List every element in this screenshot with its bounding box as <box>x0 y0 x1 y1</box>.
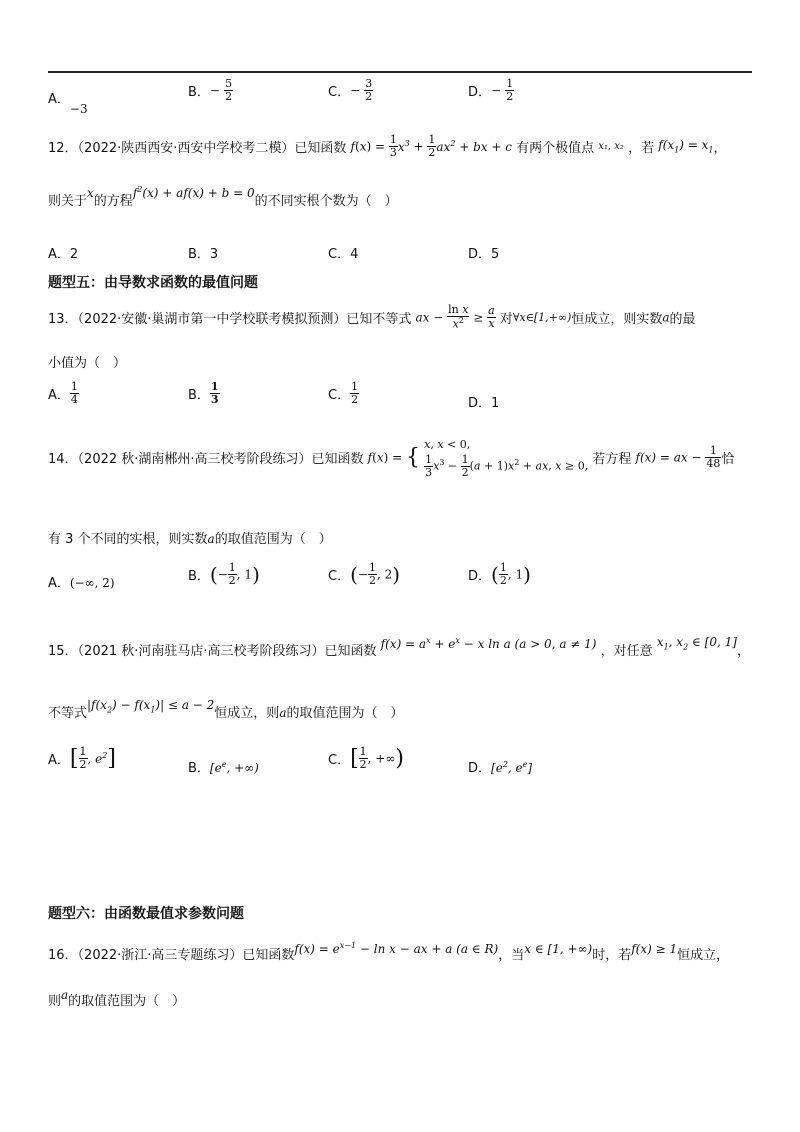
q13-stem-line2: 小值为（ ） <box>48 356 127 371</box>
header-rule <box>48 71 752 73</box>
q13-option-c: C． $\frac{1}{2}$ <box>328 380 359 407</box>
q14-option-b: B．(− $\frac{1}{2}$ , 1) <box>188 561 260 588</box>
q16-stem-line2: 则a的取值范围为（ ） <box>48 988 186 1009</box>
q13-option-b: B． $\frac{1}{3}$ <box>188 380 219 407</box>
q11-option-c: C．− $\frac{3}{2}$ <box>328 77 373 104</box>
q12-option-b: B．3 <box>188 247 219 262</box>
q14-option-d: D．( $\frac{1}{2}$ , 1) <box>468 561 531 588</box>
q14-option-c: C．(− $\frac{1}{2}$ , 2) <box>328 561 401 588</box>
q15-stem-line2: 不等式$|f(x_2) - f(x_1)| \le a - 2$恒成立，则a的取值范围为（ ） <box>48 698 404 721</box>
q15-stem: 15．（2021 秋·河南驻马店·高三校考阶段练习）已知函数 $f(x) = a^x + e^x - x$ ln a (a > 0, a ≠ 1) ，对任意 $x_1$, $x_2$ ∈ [0, 1]， <box>48 635 750 659</box>
q12-option-c: C．4 <box>328 247 359 262</box>
q15-option-b: B．[$e^e$, +∞) <box>188 760 259 776</box>
q14-stem-line2: 有 3 个不同的实根，则实数a的取值范围为（ ） <box>48 532 332 547</box>
q13-option-d: D．1 <box>468 396 500 411</box>
q13-stem: 13．（2022·安徽·巢湖市第一中学校联考模拟预测）已知不等式 ax − $\frac{\text{ln x}}{x^2}$ ≥ $\frac{a}{x}$ 对∀x∈[1,+∞)恒成立，则实数a的最 <box>48 303 696 331</box>
q14-option-a: A．(−∞, 2) <box>48 576 115 591</box>
q15-option-a: A．[ $\frac{1}{2}$ , $e^2$] <box>48 745 116 772</box>
q12-option-a: A．2 <box>48 247 79 262</box>
q12-stem-line2: 则关于x的方程$f^2(x) + af(x) + b = 0$的不同实根个数为（ ） <box>48 185 398 209</box>
q15-option-d: D．[$e^2$, $e^e$] <box>468 760 533 776</box>
q13-option-a: A． $\frac{1}{4}$ <box>48 380 78 407</box>
q12-stem: 12．（2022·陕西西安·西安中学校考二模）已知函数 f(x) = $\frac{1}{3}$ $x^3$ + $\frac{1}{2}$ $ax^2$ + bx + c 有两个极值点 x₁, x₂ ，若 $f(x_1) = x_1$， <box>48 133 727 160</box>
q11-option-b: B．− $\frac{5}{2}$ <box>188 77 233 104</box>
section-6-heading: 题型六：由函数最值求参数问题 <box>48 906 244 922</box>
section-5-heading: 题型五：由导数求函数的最值问题 <box>48 275 258 291</box>
q11-option-d: D．− $\frac{1}{2}$ <box>468 77 514 104</box>
q15-option-c: C．[ $\frac{1}{2}$ , +∞) <box>328 745 404 772</box>
q12-option-d: D．5 <box>468 247 500 262</box>
q11-option-a: A．−3 <box>48 92 88 116</box>
q16-stem: 16．（2022·浙江·高三专题练习）已知函数$f(x) = e^{x-1} - \ln x$ − ax + a (a ∈ R)，当x ∈ [1, +∞)时，若f(x) ≥ 1恒成立， <box>48 941 730 963</box>
q14-stem: 14．（2022 秋·湖南郴州·高三校考阶段练习）已知函数 f(x) = { x, x < 0, $\frac{1}{3}$ $x^3$ − $\frac{1}{2}$ $(a + 1)x^2$ + ax, x ≥ 0, 若方程 f(x) = ax − $\frac{1}{48}$ 恰 <box>48 438 735 480</box>
